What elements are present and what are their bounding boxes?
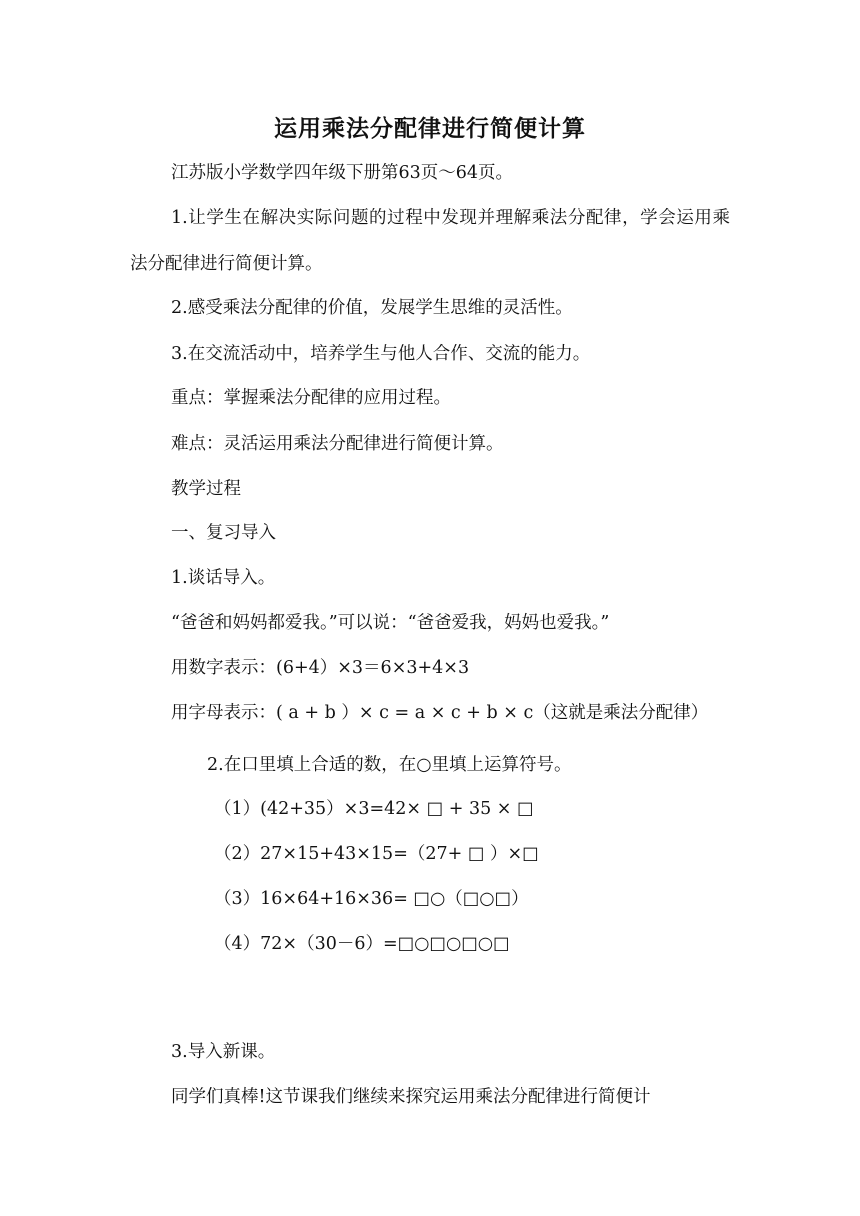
difficulty-point: 难点：灵活运用乘法分配律进行简便计算。: [171, 434, 504, 454]
document-title: 运用乘法分配律进行简便计算: [274, 115, 586, 142]
step-3-heading: 3.导入新课。: [171, 1042, 276, 1062]
source-line: 江苏版小学数学四年级下册第63页～64页。: [171, 163, 514, 183]
numeric-expression: 用数字表示：(6+4）×3＝6×3+4×3: [171, 658, 470, 678]
process-heading: 教学过程: [171, 479, 241, 499]
exercise-item: （4）72×（30－6）=□○□○□○□: [214, 934, 510, 954]
objective-1: 1.让学生在解决实际问题的过程中发现并理解乘法分配律，学会运用乘法分配律进行简便计算。: [130, 208, 730, 274]
intro-text: 同学们真棒!这节课我们继续来探究运用乘法分配律进行简便计: [171, 1087, 651, 1107]
exercise-item: （3）16×64+16×36= □○（□○□）: [214, 889, 529, 909]
letter-expression: 用字母表示：( a + b ）× c = a × c + b × c（这就是乘法分配律）: [171, 703, 709, 723]
exercise-item: （1）(42+35）×3=42× □ + 35 × □: [214, 799, 534, 819]
objective-3: 3.在交流活动中，培养学生与他人合作、交流的能力。: [171, 344, 591, 364]
step-1-heading: 1.谈话导入。: [171, 568, 276, 588]
step-2-heading: 2.在口里填上合适的数，在○里填上运算符号。: [207, 755, 572, 775]
exercise-item: （2）27×15+43×15=（27+ □ ）×□: [214, 844, 539, 864]
key-point: 重点：掌握乘法分配律的应用过程。: [171, 388, 451, 408]
quote-line: “爸爸和妈妈都爱我。”可以说：“爸爸爱我，妈妈也爱我。”: [171, 613, 610, 633]
section-heading-review: 一、复习导入: [171, 523, 276, 543]
objective-2: 2.感受乘法分配律的价值，发展学生思维的灵活性。: [171, 298, 573, 318]
